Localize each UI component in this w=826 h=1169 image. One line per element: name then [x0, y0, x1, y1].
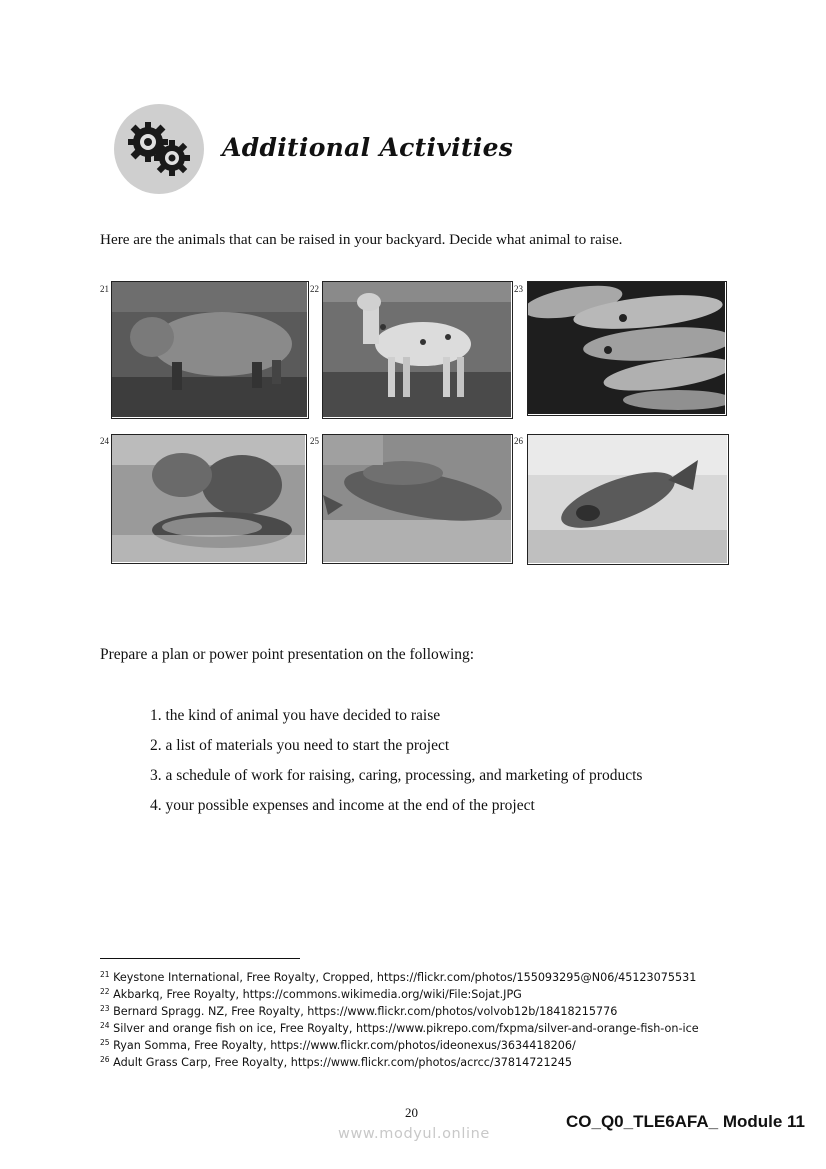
- gears-icon: [122, 118, 196, 180]
- prepare-instruction: Prepare a plan or power point presentation on the following:: [100, 646, 475, 663]
- image-number: 24: [100, 436, 109, 446]
- image-number: 26: [514, 436, 523, 446]
- image-number: 21: [100, 284, 109, 294]
- list-item: 2. a list of materials you need to start the project: [150, 737, 450, 754]
- page-number: 20: [405, 1105, 418, 1120]
- footnote: $^{23}$ Bernard Spragg. NZ, Free Royalty, https://www.flickr.com/photos/volvob12b/18418215776: [100, 1004, 618, 1018]
- intro-paragraph: Here are the animals that can be raised in your backyard. Decide what animal to raise.: [100, 231, 623, 248]
- footnote-divider: [100, 958, 300, 959]
- goat-photo: [322, 281, 513, 419]
- image-number: 23: [514, 284, 523, 294]
- fish-on-ice-photo: [111, 434, 307, 564]
- footnote: $^{22}$ Akbarkq, Free Royalty, https://commons.wikimedia.org/wiki/File:Sojat.JPG: [100, 987, 522, 1001]
- fish-photo: [527, 281, 727, 416]
- module-label: CO_Q0_TLE6AFA_ Module 11: [566, 1112, 806, 1131]
- catfish-photo: [322, 434, 513, 564]
- list-item: 4. your possible expenses and income at the end of the project: [150, 797, 535, 814]
- footnote: $^{26}$ Adult Grass Carp, Free Royalty, https://www.flickr.com/photos/acrcc/37814721245: [100, 1055, 572, 1069]
- footnote: $^{21}$ Keystone International, Free Royalty, Cropped, https://flickr.com/photos/155093295@N06/45123075531: [100, 970, 697, 984]
- grass-carp-photo: [527, 434, 729, 565]
- activity-list: [150, 706, 710, 826]
- section-title: Additional Activities: [222, 133, 514, 162]
- list-item: 1. the kind of animal you have decided to raise: [150, 707, 441, 724]
- footnote: $^{25}$ Ryan Somma, Free Royalty, https://www.flickr.com/photos/ideonexus/3634418206/: [100, 1038, 576, 1052]
- watermark: www.modyul.online: [338, 1126, 490, 1142]
- image-number: 22: [310, 284, 319, 294]
- footnote: $^{24}$ Silver and orange fish on ice, Free Royalty, https://www.pikrepo.com/fxpma/silver-and-orange-fish-on-ice: [100, 1021, 699, 1035]
- list-item: 3. a schedule of work for raising, caring, processing, and marketing of products: [150, 767, 643, 784]
- pig-photo: [111, 281, 309, 419]
- header-icon-circle: [114, 104, 204, 194]
- image-number: 25: [310, 436, 319, 446]
